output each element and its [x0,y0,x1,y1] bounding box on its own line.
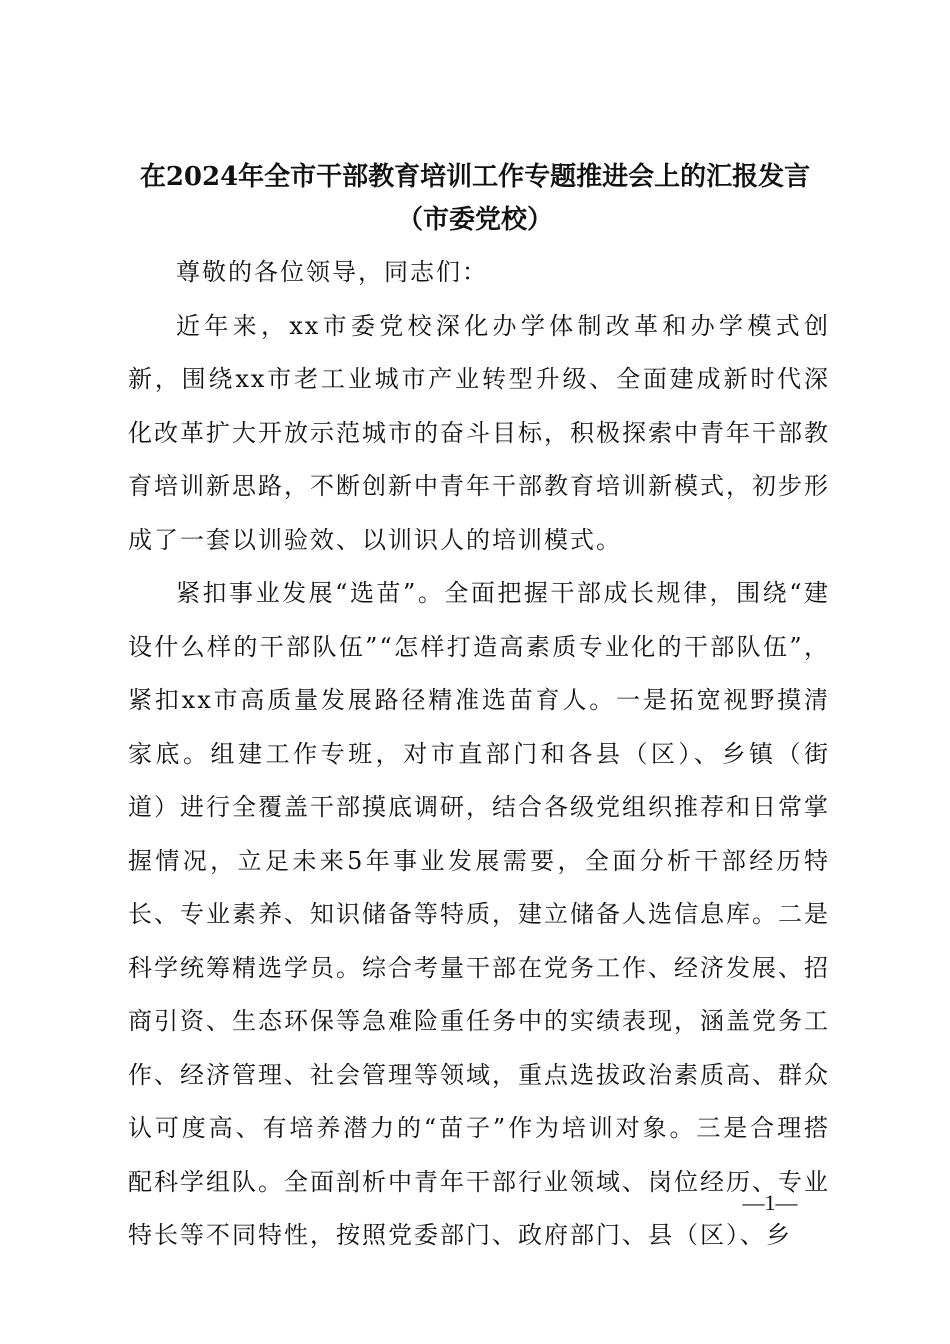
section-paragraph: 紧扣事业发展“选苗”。全面把握干部成长规律，围绕“建设什么样的干部队伍”“怎样打造高素质专业化的干部队伍”，紧扣xx市高质量发展路径精准选苗育人。一是拓宽视野摸清家底。组建工作专班，对市直部门和各县（区）、乡镇（街道）进行全覆盖干部摸底调研，结合各级党组织推荐和日常掌握情况，立足未来5年事业发展需要，全面分析干部经历特长、专业素养、知识储备等特质，建立储备人选信息库。二是科学统筹精选学员。综合考量干部在党务工作、经济发展、招商引资、生态环保等急难险重任务中的实绩表现，涵盖党务工作、经济管理、社会管理等领域，重点选拔政治素质高、群众认可度高、有培养潜力的“苗子”作为培训对象。三是合理搭配科学组队。全面剖析中青年干部行业领域、岗位经历、专业特长等不同特性，按照党委部门、政府部门、县（区）、乡 [128,579,830,1249]
salutation-paragraph: 尊敬的各位领导，同志们： [176,258,488,286]
page-number: —1— [742,1190,798,1215]
document-title: 在2024年全市干部教育培训工作专题推进会上的汇报发言（市委党校） [139,162,811,235]
intro-paragraph: 近年来，xx市委党校深化办学体制改革和办学模式创新，围绕xx市老工业城市产业转型升级、全面建成新时代深化改革扩大开放示范城市的奋斗目标，积极探索中青年干部教育培训新思路，不断创新中青年干部教育培训新模式，初步形成了一套以训验效、以训识人的培训模式。 [128,311,830,554]
document-body [128,246,830,1263]
